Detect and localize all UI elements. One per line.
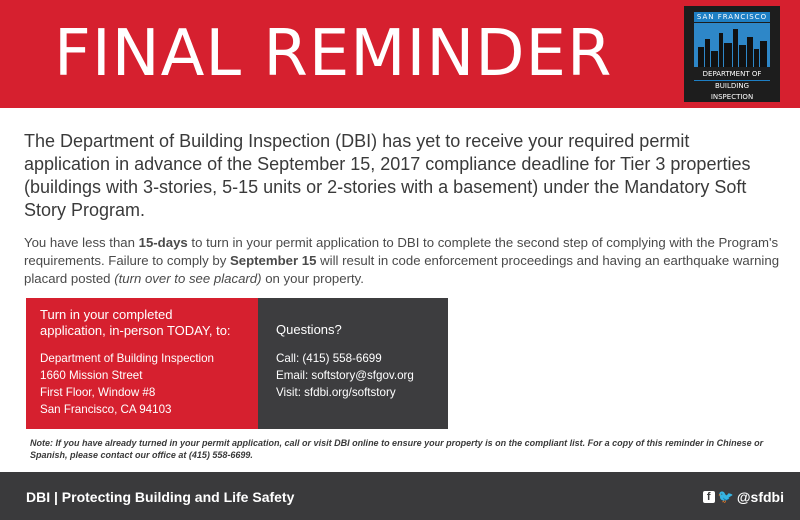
- turn-in-heading-line-1: Turn in your completed: [40, 307, 173, 322]
- body-bold-days: 15-days: [138, 235, 188, 250]
- address-line: Department of Building Inspection: [40, 352, 215, 365]
- footer-tagline: DBI | Protecting Building and Life Safety: [26, 489, 295, 505]
- footnote: Note: If you have already turned in your permit application, call or visit DBI online to ensure your property is on the compliant list. For a copy of this reminder in Chinese or Spanish, please contact our office at (415) 558-6699.: [30, 438, 764, 460]
- body-paragraph: [24, 234, 780, 288]
- twitter-icon: 🐦: [717, 489, 734, 504]
- body-text-3: will result in code enforcement proceedings and having an earthquake warning placard posted: [24, 253, 780, 286]
- address-line: First Floor, Window #8: [40, 386, 156, 399]
- body-text-1: You have less than: [24, 235, 139, 250]
- logo-city-text: SAN FRANCISCO: [694, 12, 770, 22]
- contact-website: Visit: sfdbi.org/softstory: [276, 386, 396, 399]
- page-title: FINAL REMINDER: [54, 17, 613, 91]
- social-handle-text: @sfdbi: [736, 489, 784, 505]
- dbi-logo: [684, 6, 780, 102]
- lead-paragraph: The Department of Building Inspection (DBI) has yet to receive your required permit application in advance of the September 15, 2017 compliance deadline for Tier 3 properties (buildings with 3-stories, 5-15 units or 2-stories with a basement) under the Mandatory Soft Story Program.: [24, 131, 751, 220]
- social-handle: [703, 488, 784, 506]
- dbi-address: [40, 350, 214, 418]
- address-line: 1660 Mission Street: [40, 369, 143, 382]
- contact-info: [276, 350, 414, 401]
- footer-bar: [0, 472, 800, 520]
- header-banner: [0, 0, 800, 108]
- turn-in-box: [26, 298, 258, 429]
- skyline-icon: [694, 23, 770, 67]
- body-bold-date: September 15: [229, 253, 317, 268]
- body-italic-placard: (turn over to see placard): [114, 271, 262, 286]
- address-line: San Francisco, CA 94103: [40, 403, 172, 416]
- body-text-4: on your property.: [261, 271, 364, 286]
- contact-phone: Call: (415) 558-6699: [276, 352, 382, 365]
- questions-heading: Questions?: [276, 322, 342, 337]
- contact-email: Email: softstory@sfgov.org: [276, 369, 414, 382]
- logo-line-1: DEPARTMENT OF: [702, 70, 762, 78]
- questions-box: [258, 298, 448, 429]
- logo-line-2: BUILDING INSPECTION: [694, 80, 770, 92]
- turn-in-heading: [40, 307, 231, 339]
- turn-in-heading-line-2: application, in-person TODAY, to:: [40, 323, 231, 338]
- facebook-icon: f: [703, 491, 715, 503]
- body-text-2: to turn in your permit application to DBI to complete the second step of complying with the Program's requirements. Failure to comply by: [24, 235, 779, 268]
